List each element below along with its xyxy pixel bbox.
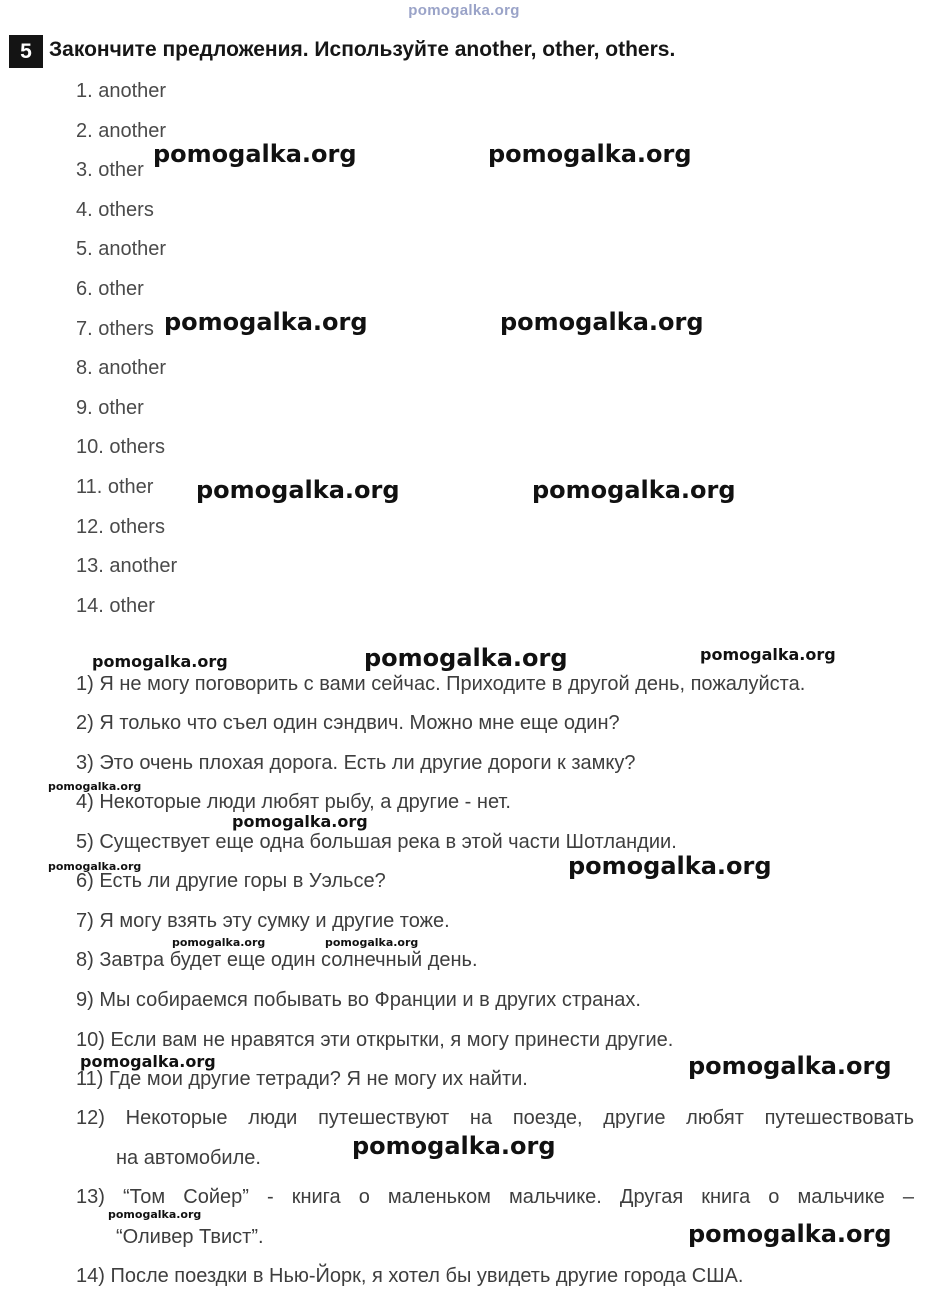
watermark: pomogalka.org [532, 476, 736, 504]
translation-9: 9) Мы собираемся побывать во Франции и в других странах. [76, 989, 641, 1011]
translation-10: 10) Если вам не нравятся эти открытки, я могу принести другие. [76, 1029, 674, 1051]
translation-13-line-2: “Оливер Твист”. [116, 1226, 264, 1248]
answer-item: 6. other [76, 277, 144, 300]
answer-item: 1. another [76, 80, 167, 102]
watermark: pomogalka.org [108, 1208, 202, 1221]
watermark: pomogalka.org [364, 644, 568, 672]
translation-6: 6) Есть ли другие горы в Уэльсе? [76, 870, 386, 892]
answer-item: 4. others [76, 198, 154, 221]
watermark: pomogalka.org [325, 936, 419, 949]
watermark: pomogalka.org [48, 780, 142, 793]
answer-item: 13. another [76, 555, 178, 578]
answer-item: 14. other [76, 594, 155, 617]
watermark: pomogalka.org [488, 140, 692, 168]
answer-item: 10. others [76, 436, 165, 459]
watermark: pomogalka.org [48, 860, 142, 873]
answer-item: 3. other [76, 159, 144, 182]
translation-12-line-1: 12) Некоторые люди путешествуют на поезде, другие любят путешествовать [76, 1107, 914, 1129]
translation-4: 4) Некоторые люди любят рыбу, а другие - нет. [76, 791, 511, 813]
answer-item: 12. others [76, 515, 165, 538]
exercise-title: Закончите предложения. Используйте another, other, others. [49, 38, 676, 61]
translation-14: 14) После поездки в Нью-Йорк, я хотел бы увидеть другие города США. [76, 1265, 744, 1287]
watermark: pomogalka.org [352, 1132, 556, 1160]
translation-8: 8) Завтра будет еще один солнечный день. [76, 949, 478, 971]
translation-3: 3) Это очень плохая дорога. Есть ли другие дороги к замку? [76, 752, 636, 774]
answer-item: 9. other [76, 396, 144, 419]
translation-7: 7) Я могу взять эту сумку и другие тоже. [76, 910, 450, 932]
watermark: pomogalka.org [568, 852, 772, 880]
translation-5: 5) Существует еще одна большая река в этой части Шотландии. [76, 831, 677, 853]
watermark: pomogalka.org [700, 645, 836, 664]
answer-item: 2. another [76, 119, 167, 142]
exercise-number-badge: 5 [9, 35, 43, 68]
translation-1: 1) Я не могу поговорить с вами сейчас. Приходите в другой день, пожалуйста. [76, 673, 806, 695]
watermark: pomogalka.org [232, 812, 368, 831]
watermark: pomogalka.org [688, 1052, 892, 1080]
translation-11: 11) Где мои другие тетради? Я не могу их найти. [76, 1068, 528, 1090]
watermark: pomogalka.org [92, 652, 228, 671]
answer-item: 8. another [76, 357, 167, 380]
watermark: pomogalka.org [196, 476, 400, 504]
watermark: pomogalka.org [688, 1220, 892, 1248]
translation-12-line-2: на автомобиле. [116, 1147, 261, 1169]
watermark: pomogalka.org [172, 936, 266, 949]
answer-item: 5. another [76, 238, 167, 261]
watermark: pomogalka.org [153, 140, 357, 168]
translation-2: 2) Я только что съел один сэндвич. Можно мне еще один? [76, 712, 620, 734]
answer-item: 11. other [76, 475, 154, 498]
watermark: pomogalka.org [80, 1052, 216, 1071]
answer-item: 7. others [76, 317, 154, 340]
watermark: pomogalka.org [500, 308, 704, 336]
translation-13-line-1: 13) “Том Сойер” - книга о маленьком мальчике. Другая книга о мальчике – [76, 1186, 914, 1208]
watermark: pomogalka.org [164, 308, 368, 336]
top-watermark: pomogalka.org [408, 2, 520, 19]
